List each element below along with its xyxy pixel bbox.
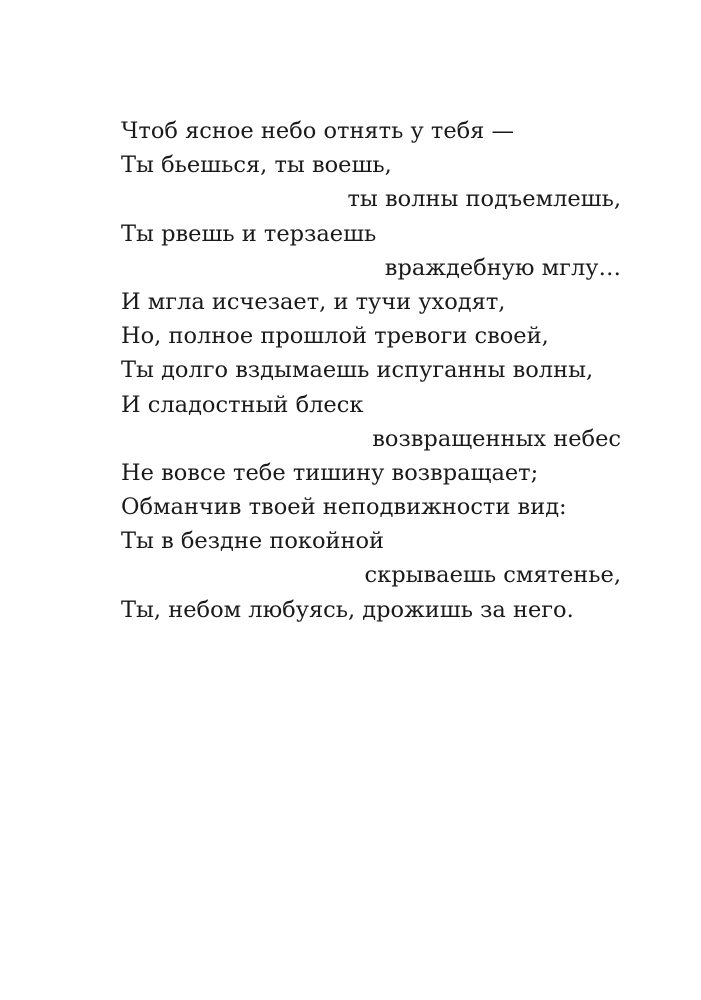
poem-line: ты волны подъемлешь, [347, 186, 621, 213]
poem-line: враждебную мглу… [384, 254, 621, 281]
poem-line: Ты рвешь и терзаешь [121, 220, 377, 247]
poem-line: Ты в бездне покойной [121, 528, 385, 555]
poem-line: И мгла исчезает, и тучи уходят, [121, 288, 506, 315]
poem-line: Ты бьешься, ты воешь, [121, 152, 392, 179]
poem-line: Чтоб ясное небо отнять у тебя — [121, 118, 515, 144]
poem-line: Обманчив твоей неподвижности вид: [121, 494, 567, 521]
poem-line: Ты долго вздымаешь испуганны волны, [121, 357, 594, 384]
poem-line: И сладостный блеск [121, 391, 364, 418]
poem-line: Не вовсе тебе тишину возвращает; [121, 459, 539, 486]
poem-text [121, 114, 621, 627]
poem-line: возвращенных небес [372, 425, 621, 452]
poem-line: Но, полное прошлой тревоги своей, [121, 323, 549, 350]
poem-line: Ты, небом любуясь, дрожишь за него. [121, 596, 574, 623]
poem-line: скрываешь смятенье, [364, 562, 621, 589]
